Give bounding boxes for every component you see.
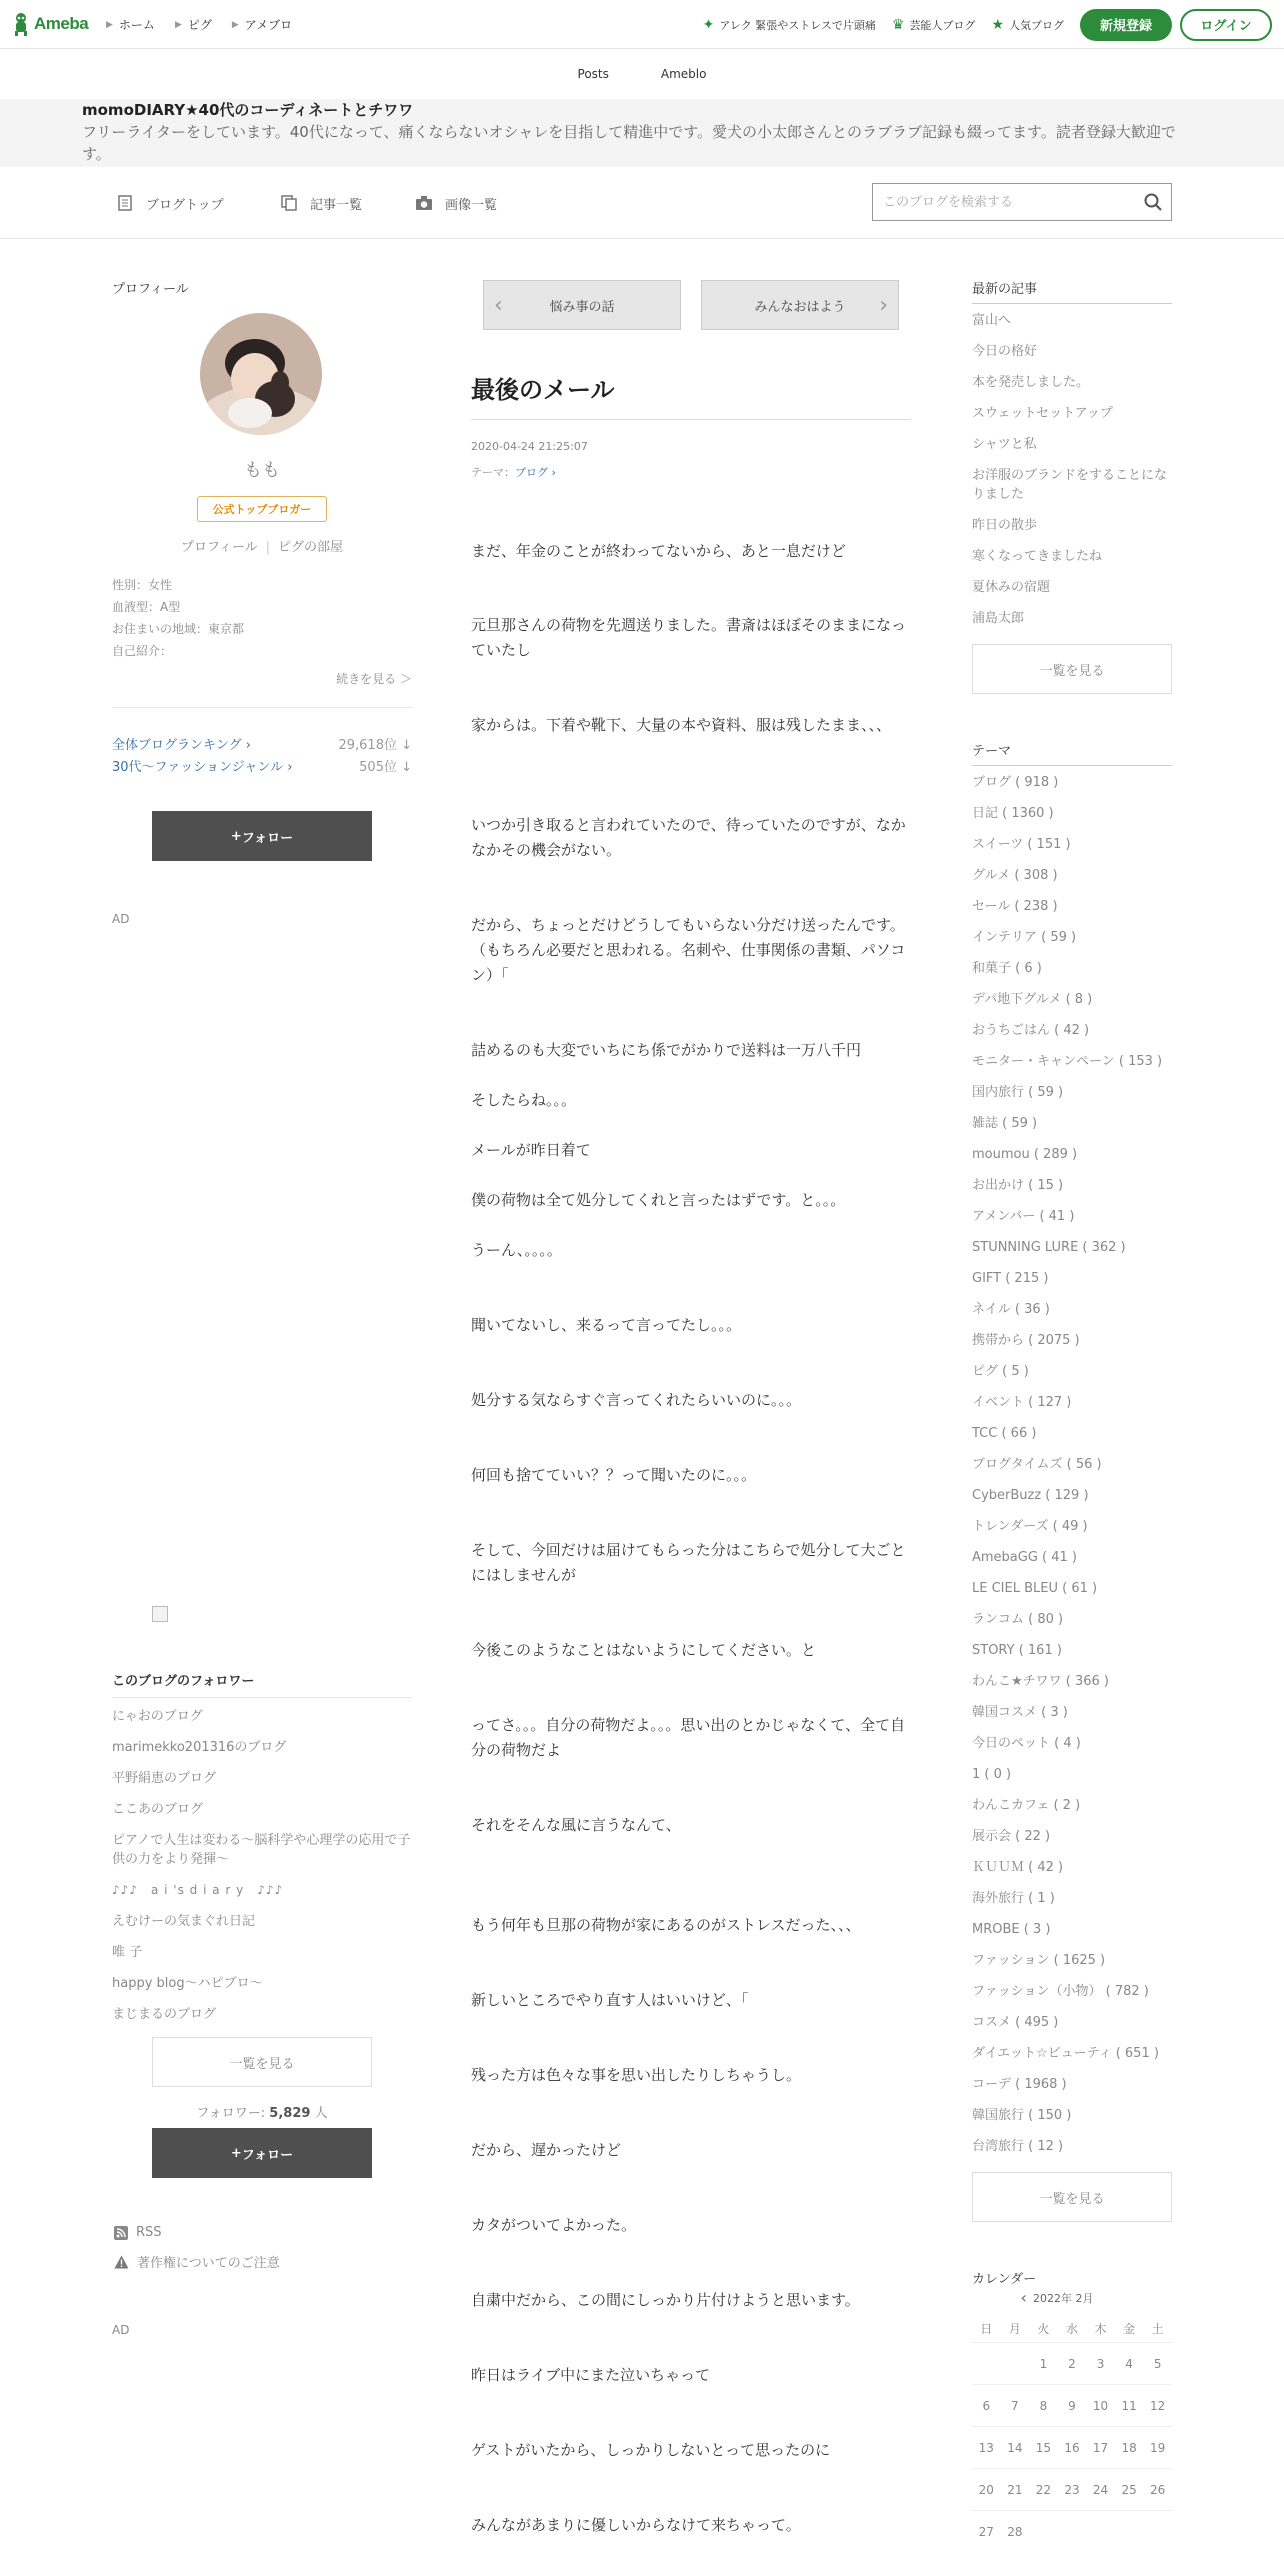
divider [112, 707, 412, 708]
blog-top-label: ブログトップ [146, 197, 224, 213]
ranking-label: 全体ブログランキング [112, 738, 242, 753]
broken-image-icon [152, 1606, 168, 1622]
calendar-weekdays [972, 2320, 1172, 2337]
theme-item[interactable]: ファッション（小物） ( 782 ) [972, 1984, 1149, 1999]
ranking-row [112, 756, 412, 775]
themes-heading: テーマ [972, 740, 1172, 766]
chevron-right-icon: ▶ [174, 19, 182, 30]
blog-title[interactable]: momoDIARY★40代のコーディネートとチワワ [82, 101, 414, 119]
profile-name: もも [244, 460, 280, 481]
ranking-row [112, 734, 412, 753]
theme-item[interactable]: STORY ( 161 ) [972, 1643, 1062, 1658]
subnav-posts[interactable]: Posts [577, 67, 609, 81]
theme-item[interactable]: わんこ★チワワ ( 366 ) [972, 1674, 1110, 1689]
theme-item[interactable]: moumou ( 289 ) [972, 1147, 1078, 1162]
calendar-week [972, 2468, 1172, 2511]
theme-item[interactable]: 展示会 ( 22 ) [972, 1829, 1051, 1844]
entry-paragraph: うーん、。。。。 [471, 1241, 562, 1259]
theme-item[interactable]: 国内旅行 ( 59 ) [972, 1085, 1064, 1100]
theme-item[interactable]: AmebaGG ( 41 ) [972, 1550, 1078, 1565]
entry-paragraph: もう何年も旦那の荷物が家にあるのがストレスだった、、、 [471, 1916, 861, 1934]
recent-entry-item[interactable]: 今日の格好 [972, 344, 1038, 359]
calendar-day[interactable]: 10 [1092, 2399, 1109, 2413]
recent-see-all-button[interactable]: 一覧を見る [972, 644, 1172, 694]
follower-item[interactable]: 唯 子 [112, 1945, 143, 1960]
theme-item[interactable]: TCC ( 66 ) [972, 1426, 1037, 1441]
profile-link[interactable]: プロフィール [180, 540, 258, 555]
follower-item[interactable]: ここあのブログ [112, 1802, 204, 1817]
calendar-day [1086, 2511, 1115, 2553]
profile-info [112, 574, 244, 662]
follow-label: フォロー [241, 2147, 294, 2163]
theme-item[interactable]: ファッション ( 1625 ) [972, 1953, 1106, 1968]
calendar-weekday: 水 [1065, 2322, 1078, 2336]
blog-nav [0, 167, 1284, 239]
calendar-day[interactable]: 27 [978, 2525, 994, 2539]
calendar-day[interactable]: 15 [1035, 2441, 1052, 2455]
calendar-day[interactable]: 4 [1125, 2357, 1133, 2371]
blog-description: フリーライターをしています。40代になって、痛くならないオシャレを目指して精進中です。愛犬の小太郎さんとのラブラブ記録も綴ってます。読者登録大歓迎です。 [82, 123, 1176, 163]
calendar-week [972, 2426, 1172, 2469]
calendar-day[interactable]: 24 [1092, 2483, 1109, 2497]
theme-item[interactable]: 台湾旅行 ( 12 ) [972, 2139, 1064, 2154]
calendar-day[interactable]: 9 [1068, 2399, 1076, 2413]
calendar-weekday: 日 [980, 2322, 993, 2336]
theme-item[interactable]: ブログ ( 918 ) [972, 775, 1059, 790]
login-button[interactable]: ログイン [1180, 9, 1272, 41]
theme-item[interactable]: ネイル ( 36 ) [972, 1302, 1050, 1317]
followers-see-all-button[interactable]: 一覧を見る [152, 2037, 372, 2087]
theme-item[interactable]: イベント ( 127 ) [972, 1395, 1072, 1410]
calendar-day[interactable]: 26 [1150, 2483, 1166, 2497]
theme-item[interactable]: 携帯から ( 2075 ) [972, 1333, 1080, 1348]
entry-paragraph: みんながあまりに優しいからなけて来ちゃって。 [471, 2516, 801, 2534]
blog-header [0, 99, 1284, 167]
calendar-weekday: 火 [1037, 2322, 1050, 2336]
theme-item[interactable]: コスメ ( 495 ) [972, 2015, 1059, 2030]
entry-paragraph: ってさ。。。自分の荷物だよ。。。思い出のとかじゃなくて、全て自分の荷物だよ [471, 1716, 906, 1759]
ranking-link[interactable]: 30代〜ファッションジャンル › [112, 760, 293, 775]
entry-paragraph: そして、今回だけは届けてもらった分はこちらで処分して大ごとにはしませんが [471, 1541, 906, 1584]
chevron-right-icon: ▶ [231, 19, 239, 30]
copyright-link[interactable] [114, 2252, 280, 2271]
celebrity-blog-label: 芸能人ブログ [909, 18, 976, 32]
calendar-day [972, 2343, 1001, 2385]
prev-entry-label: 悩み事の話 [549, 299, 615, 315]
theme-item[interactable]: ダイエット☆ビューティ ( 651 ) [972, 2046, 1159, 2061]
recent-entry-item[interactable]: スウェットセットアップ [972, 406, 1113, 421]
chevron-right-icon: › [879, 293, 888, 318]
calendar-day[interactable]: 20 [978, 2483, 994, 2497]
followers-heading: このブログのフォロワー [112, 1670, 412, 1698]
recent-entry-item[interactable]: 昨日の散歩 [972, 518, 1038, 533]
theme-item[interactable]: セール ( 238 ) [972, 899, 1058, 914]
header-right [703, 0, 1272, 49]
profile-more-link[interactable]: 続きを見る ＞ [336, 672, 412, 686]
entry-paragraph: だから、遅かったけど [471, 2141, 622, 2159]
recent-entries-heading: 最新の記事 [972, 278, 1172, 304]
trending-link[interactable] [703, 17, 876, 33]
rss-link[interactable] [114, 2225, 162, 2240]
entry-paragraph: 僕の荷物は全て処分してくれと言ったはずです。と。。。 [471, 1191, 846, 1209]
theme-item[interactable]: STUNNING LURE ( 362 ) [972, 1240, 1126, 1255]
calendar-day[interactable]: 1 [1039, 2357, 1048, 2371]
entry-list-link[interactable] [280, 167, 362, 239]
nav-item-home[interactable] [106, 16, 155, 33]
calendar-day[interactable]: 21 [1007, 2483, 1023, 2497]
entry-paragraph: まだ、年金のことが終わってないから、あと一息だけど [471, 542, 846, 560]
blog-search [872, 183, 1172, 221]
theme-item[interactable]: インテリア ( 59 ) [972, 930, 1077, 945]
recent-entry-item[interactable]: お洋服のブランドをすることになりました [972, 468, 1168, 502]
chevron-right-icon: ▶ [106, 19, 113, 30]
theme-item[interactable]: コーデ ( 1968 ) [972, 2077, 1067, 2092]
next-entry-label: みんなおはよう [754, 299, 846, 315]
theme-item[interactable]: グルメ ( 308 ) [972, 868, 1058, 883]
prev-entry-button[interactable] [483, 280, 681, 330]
theme-item[interactable]: MROBE ( 3 ) [972, 1922, 1051, 1937]
logo-text: Ameba [34, 14, 89, 33]
next-entry-button[interactable] [701, 280, 899, 330]
recent-entry-item[interactable]: 寒くなってきましたね [972, 549, 1103, 564]
theme-item[interactable]: ＫＵＵＭ ( 42 ) [972, 1860, 1064, 1875]
ameba-mascot-icon [12, 12, 30, 36]
follower-item[interactable]: にゃおのブログ [112, 1709, 203, 1724]
calendar-day[interactable]: 14 [1007, 2441, 1023, 2455]
entry-paragraph: カタがついてよかった。 [471, 2216, 637, 2234]
profile-heading: プロフィール [112, 282, 189, 297]
calendar-day [1001, 2343, 1030, 2385]
entry-paragraph: いつか引き取ると言われていたので、待っていたのですが、なかなかその機会がない。 [471, 816, 906, 859]
theme-item[interactable]: CyberBuzz ( 129 ) [972, 1488, 1089, 1503]
follower-item[interactable]: ♪♪♪ a i 's d i a r y ♪♪♪ [112, 1883, 284, 1897]
rss-label: RSS [136, 2225, 162, 2240]
entry-paragraph: 元旦那さんの荷物を先週送りました。書斎はほぼそのままになっていたし [471, 616, 907, 659]
follower-item[interactable]: 平野絹恵のブログ [112, 1771, 217, 1786]
entry-paragraph: そしたらね。。。 [471, 1091, 577, 1109]
theme-item[interactable]: 今日のペット ( 4 ) [972, 1736, 1081, 1751]
entry-paragraph: 今後このようなことはないようにしてください。と [471, 1641, 817, 1659]
entry-paragraph: 残った方は色々な事を思い出したりしちゃうし。 [471, 2066, 802, 2084]
calendar-week [972, 2510, 1172, 2553]
entry-theme [471, 464, 556, 480]
entry-title: 最後のメール [471, 370, 911, 420]
calendar-day[interactable]: 28 [1007, 2525, 1023, 2539]
calendar-day[interactable]: 25 [1121, 2483, 1137, 2497]
ranking-value: 505位 ↓ [359, 760, 412, 775]
nav-item-pigg[interactable] [175, 16, 212, 33]
theme-item[interactable]: GIFT ( 215 ) [972, 1271, 1049, 1286]
theme-item[interactable]: おうちごはん ( 42 ) [972, 1023, 1090, 1038]
entry-paragraph: 処分する気ならすぐ言ってくれたらいいのに。。。 [471, 1391, 802, 1409]
follower-item[interactable]: ピアノで人生は変わる～脳科学や心理学の応用で子供の力をより発揮～ [112, 1833, 411, 1867]
calendar-day [1058, 2511, 1087, 2553]
theme-item[interactable]: スイーツ ( 151 ) [972, 837, 1071, 852]
follower-count-value: 5,829 [269, 2106, 311, 2121]
follower-item[interactable]: marimekko201316のブログ [112, 1740, 287, 1755]
ad-label: AD [112, 2323, 130, 2337]
follower-count [112, 2102, 412, 2121]
theme-item[interactable]: モニター・キャンペーン ( 153 ) [972, 1054, 1163, 1069]
warning-icon [114, 2255, 129, 2269]
entry-list-label: 記事一覧 [310, 197, 363, 213]
calendar-weekday: 月 [1008, 2322, 1021, 2336]
calendar-day [1115, 2511, 1144, 2553]
recent-entry-item[interactable]: 富山へ [972, 313, 1012, 328]
official-blogger-badge[interactable]: 公式トップブロガー [197, 496, 327, 522]
plus-icon: + [230, 2145, 242, 2161]
calendar-day[interactable]: 16 [1064, 2441, 1080, 2455]
calendar-day[interactable]: 18 [1121, 2441, 1137, 2455]
theme-item[interactable]: 和菓子 ( 6 ) [972, 961, 1042, 976]
popular-blog-label: 人気ブログ [1009, 18, 1064, 32]
recent-entry-item[interactable]: 浦島太郎 [972, 611, 1025, 626]
calendar-week [972, 2342, 1172, 2385]
calendar-weekday: 土 [1151, 2322, 1164, 2336]
theme-link[interactable]: ブログ › [515, 466, 556, 479]
follower-item[interactable]: happy blog～ハピブロ～ [112, 1976, 263, 1991]
follower-count-label: フォロワー: [196, 2106, 266, 2121]
entry-paragraph: 昨日はライブ中にまた泣いちゃって [471, 2366, 711, 2384]
chevron-left-icon: ‹ [494, 293, 503, 318]
theme-item[interactable]: デパ地下グルメ ( 8 ) [972, 992, 1093, 1007]
theme-item[interactable]: トレンダーズ ( 49 ) [972, 1519, 1088, 1534]
profile-blood-type: 血液型：A型 [112, 600, 181, 614]
calendar-day[interactable]: 19 [1150, 2441, 1166, 2455]
theme-item[interactable]: ランコム ( 80 ) [972, 1612, 1064, 1627]
calendar-day[interactable]: 2 [1068, 2357, 1076, 2371]
theme-label: テーマ： [471, 466, 515, 479]
calendar-day[interactable]: 8 [1039, 2399, 1048, 2413]
pigg-room-link[interactable]: ピグの部屋 [278, 540, 344, 555]
global-header [0, 0, 1284, 49]
global-nav [106, 0, 292, 49]
calendar-day[interactable]: 13 [978, 2441, 994, 2455]
entry-paragraph: 聞いてないし、来るって言ってたし。。。 [471, 1316, 742, 1334]
follower-item[interactable]: まじまるのブログ [112, 2007, 217, 2022]
register-button[interactable]: 新規登録 [1080, 9, 1172, 41]
calendar-day[interactable]: 17 [1092, 2441, 1109, 2455]
crown-icon: ♛ [891, 16, 905, 33]
calendar-month-nav [972, 2288, 1172, 2307]
profile-gender: 性別：女性 [112, 578, 173, 592]
theme-item[interactable]: 韓国旅行 ( 150 ) [972, 2108, 1072, 2123]
popular-blog-link[interactable] [991, 17, 1064, 33]
follower-count-unit: 人 [314, 2106, 328, 2121]
search-icon[interactable] [1143, 192, 1163, 212]
image-list-label: 画像一覧 [445, 197, 498, 213]
recent-entry-item[interactable]: 本を発売しました。 [972, 375, 1090, 390]
calendar-weekday: 木 [1094, 2322, 1107, 2336]
calendar-day[interactable]: 5 [1153, 2357, 1162, 2371]
trending-label: アレク 緊張やストレスで片頭痛 [719, 18, 876, 32]
follow-button-bottom[interactable] [152, 2128, 372, 2178]
separator: | [265, 540, 271, 555]
themes-see-all-button[interactable]: 一覧を見る [972, 2172, 1172, 2222]
entry-paragraph: 詰めるのも大変でいちにち係でがかりで送料は一万八千円 [471, 1041, 862, 1059]
calendar-day[interactable]: 7 [1011, 2399, 1019, 2413]
theme-item[interactable]: 海外旅行 ( 1 ) [972, 1891, 1055, 1906]
follow-label: フォロー [241, 830, 294, 846]
entry-paragraph: 何回も捨てていい？？って聞いたのに。。。 [471, 1466, 757, 1484]
theme-item[interactable]: 雑誌 ( 59 ) [972, 1116, 1038, 1131]
calendar-heading: カレンダー [972, 2272, 1037, 2287]
entry-paragraph: 自粛中だから、この間にしっかり片付けようと思います。 [471, 2291, 860, 2309]
camera-icon [415, 194, 433, 212]
profile-links [112, 536, 412, 555]
search-input[interactable] [873, 184, 1123, 220]
theme-item[interactable]: 韓国コスメ ( 3 ) [972, 1705, 1068, 1720]
calendar-day[interactable]: 11 [1121, 2399, 1137, 2413]
calendar-day[interactable]: 12 [1150, 2399, 1166, 2413]
sparkle-icon: ✦ [702, 16, 715, 33]
entry-paragraph: 新しいところでやり直す人はいいけど、「 [471, 1991, 749, 2009]
recent-entry-item[interactable]: シャツと私 [972, 437, 1037, 452]
entry-paragraph: メールが昨日着て [471, 1141, 591, 1159]
theme-item[interactable]: アメンバー ( 41 ) [972, 1209, 1075, 1224]
star-icon: ★ [991, 16, 1004, 33]
blog-top-link[interactable] [116, 167, 224, 239]
chevron-left-icon[interactable]: ‹ [1020, 2288, 1027, 2307]
image-list-link[interactable] [415, 167, 497, 239]
theme-item[interactable]: 日記 ( 1360 ) [972, 806, 1054, 821]
calendar-day[interactable]: 23 [1064, 2483, 1080, 2497]
calendar-day[interactable]: 22 [1035, 2483, 1052, 2497]
calendar-month: 2022年 2月 [1032, 2291, 1094, 2305]
theme-item[interactable]: ピグ ( 5 ) [972, 1364, 1029, 1379]
theme-name: ブログ [515, 466, 548, 479]
copyright-label: 著作権についてのご注意 [137, 2256, 280, 2271]
ranking-value: 29,618位 ↓ [338, 738, 412, 753]
nav-item-ameblo[interactable] [232, 16, 292, 33]
entry-paragraph: だから、ちょっとだけどうしてもいらない分だけ送ったんです。 （もちろん必要だと思われる。名刺や、仕事関係の書類、パソコン）「 [471, 916, 906, 984]
calendar-day [1143, 2511, 1172, 2553]
calendar-day[interactable]: 3 [1096, 2357, 1105, 2371]
theme-item[interactable]: ブログタイムズ ( 56 ) [972, 1457, 1102, 1472]
follow-button[interactable] [152, 811, 372, 861]
nav-label: ピグ [187, 18, 212, 32]
entry-paragraph: ゲストがいたから、しっかりしないとって思ったのに [471, 2441, 831, 2459]
profile-intro: 自己紹介： [112, 644, 173, 658]
nav-label: ホーム [118, 18, 155, 32]
follower-item[interactable]: えむけーの気まぐれ日記 [112, 1914, 256, 1929]
entry-paragraph: それをそんな風に言うなんて、 [471, 1816, 681, 1834]
copy-icon [280, 194, 298, 212]
theme-item[interactable]: わんこカフェ ( 2 ) [972, 1798, 1081, 1813]
profile-location: お住まいの地域：東京都 [112, 622, 245, 636]
theme-item[interactable]: LE CIEL BLEU ( 61 ) [972, 1581, 1098, 1596]
entry-paragraph: 家からは。下着や靴下、大量の本や資料、服は残したまま、、、 [471, 716, 892, 734]
ad-label: AD [112, 912, 130, 926]
avatar[interactable] [200, 313, 322, 435]
calendar-day[interactable]: 6 [982, 2399, 991, 2413]
celebrity-blog-link[interactable] [892, 17, 976, 33]
rss-icon [114, 2226, 128, 2240]
nav-label: アメブロ [244, 18, 293, 32]
sub-nav [0, 49, 1284, 99]
calendar-day [1029, 2511, 1058, 2553]
ameba-logo[interactable] [12, 10, 88, 38]
entry-date: 2020-04-24 21:25:07 [471, 440, 588, 453]
subnav-ameblo[interactable]: Ameblo [660, 67, 707, 81]
document-icon [116, 194, 134, 212]
theme-item[interactable]: お出かけ ( 15 ) [972, 1178, 1064, 1193]
plus-icon: + [230, 828, 242, 844]
calendar-week [972, 2384, 1172, 2427]
ranking-label: 30代〜ファッションジャンル [112, 760, 284, 775]
calendar-weekday: 金 [1123, 2322, 1136, 2336]
ranking-link[interactable]: 全体ブログランキング › [112, 738, 251, 753]
recent-entry-item[interactable]: 夏休みの宿題 [972, 580, 1051, 595]
theme-item[interactable]: 1 ( 0 ) [972, 1767, 1012, 1782]
